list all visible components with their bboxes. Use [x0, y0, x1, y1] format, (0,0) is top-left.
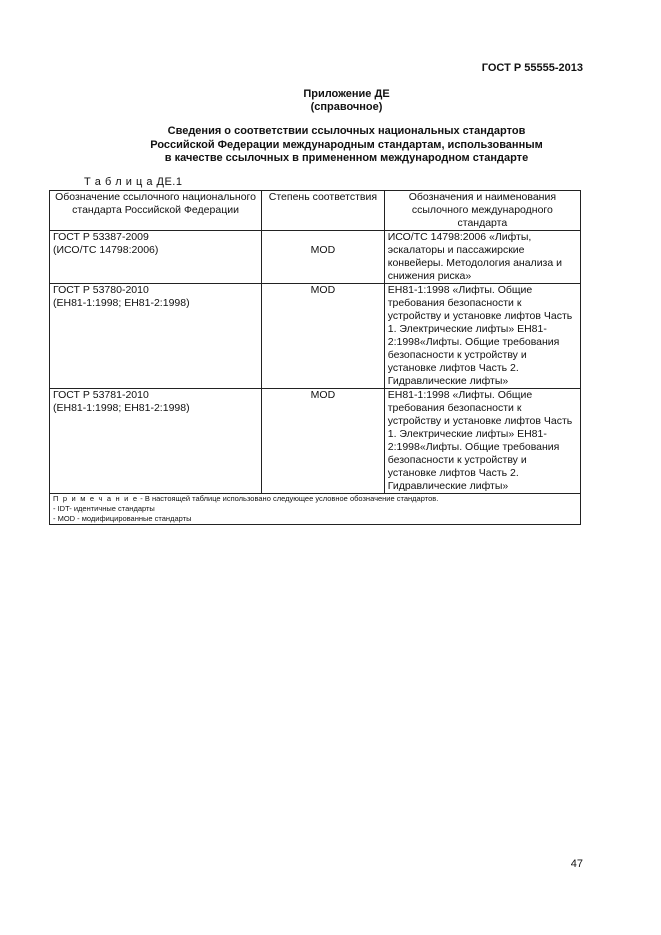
table-caption: Т а б л и ц а ДЕ.1 [84, 176, 183, 188]
table-note-row [50, 494, 581, 525]
appendix-type: (справочное) [310, 101, 383, 113]
table-row [50, 284, 581, 389]
table-header-row [50, 191, 581, 231]
national-standard-cell [50, 284, 262, 389]
international-standard-cell: ЕН81-1:1998 «Лифты. Общие требования безопасности к устройству и установке лифтов Часть 1. Электрические лифты» ЕН81-2:1998«Лифты. Общие требования безопасности к устройству и установке лифтов Часть 2. Гидравлические лифты» [384, 284, 580, 389]
header-national-standard: Обозначение ссылочного национального стандарта Российской Федерации [50, 191, 262, 231]
national-standard-cell [50, 231, 262, 284]
title-line: Сведения о соответствии ссылочных национальных стандартов [167, 125, 526, 137]
note-intro [53, 494, 577, 504]
national-ref: (ЕН81-1:1998; ЕН81-2:1998) [53, 297, 190, 309]
appendix-name: Приложение ДЕ [303, 88, 390, 100]
note-text: - В настоящей таблице использовано следующее условное обозначение стандартов. [138, 494, 439, 503]
note-label: П р и м е ч а н и е [53, 494, 139, 503]
degree-cell: MOD [262, 284, 385, 389]
title-line: в качестве ссылочных в примененном международном стандарте [164, 152, 529, 164]
national-code: ГОСТ Р 53780-2010 [53, 284, 149, 296]
degree-cell: MOD [262, 389, 385, 494]
national-ref: (ИСО/ТС 14798:2006) [53, 244, 159, 256]
header-international-standard: Обозначения и наименования ссылочного международного стандарта [384, 191, 580, 231]
degree-cell [262, 231, 385, 284]
national-code: ГОСТ Р 53387-2009 [53, 231, 149, 243]
national-code: ГОСТ Р 53781-2010 [53, 389, 149, 401]
table-row [50, 231, 581, 284]
table-note [50, 494, 581, 525]
international-standard-cell: ИСО/ТС 14798:2006 «Лифты, эскалаторы и пассажирские конвейеры. Методология анализа и снижения риска» [384, 231, 580, 284]
national-ref: (ЕН81-1:1998; ЕН81-2:1998) [53, 402, 190, 414]
standard-code: ГОСТ Р 55555-2013 [481, 62, 583, 74]
note-item: - MOD - модифицированные стандарты [53, 514, 192, 523]
document-title [0, 125, 661, 166]
international-standard-cell: ЕН81-1:1998 «Лифты. Общие требования безопасности к устройству и установке лифтов Часть 1. Электрические лифты» ЕН81-2:1998«Лифты. Общие требования безопасности к устройству и установке лифтов Часть 2. Гидравлические лифты» [384, 389, 580, 494]
page-number: 47 [570, 858, 583, 870]
title-line: Российской Федерации международным стандартам, использованным [150, 138, 543, 151]
note-item: - IDT- идентичные стандарты [53, 504, 155, 513]
appendix-heading [0, 88, 661, 114]
correspondence-table [49, 190, 581, 525]
degree-value: MOD [310, 244, 336, 256]
national-standard-cell [50, 389, 262, 494]
header-degree: Степень соответствия [262, 191, 385, 231]
table-row [50, 389, 581, 494]
